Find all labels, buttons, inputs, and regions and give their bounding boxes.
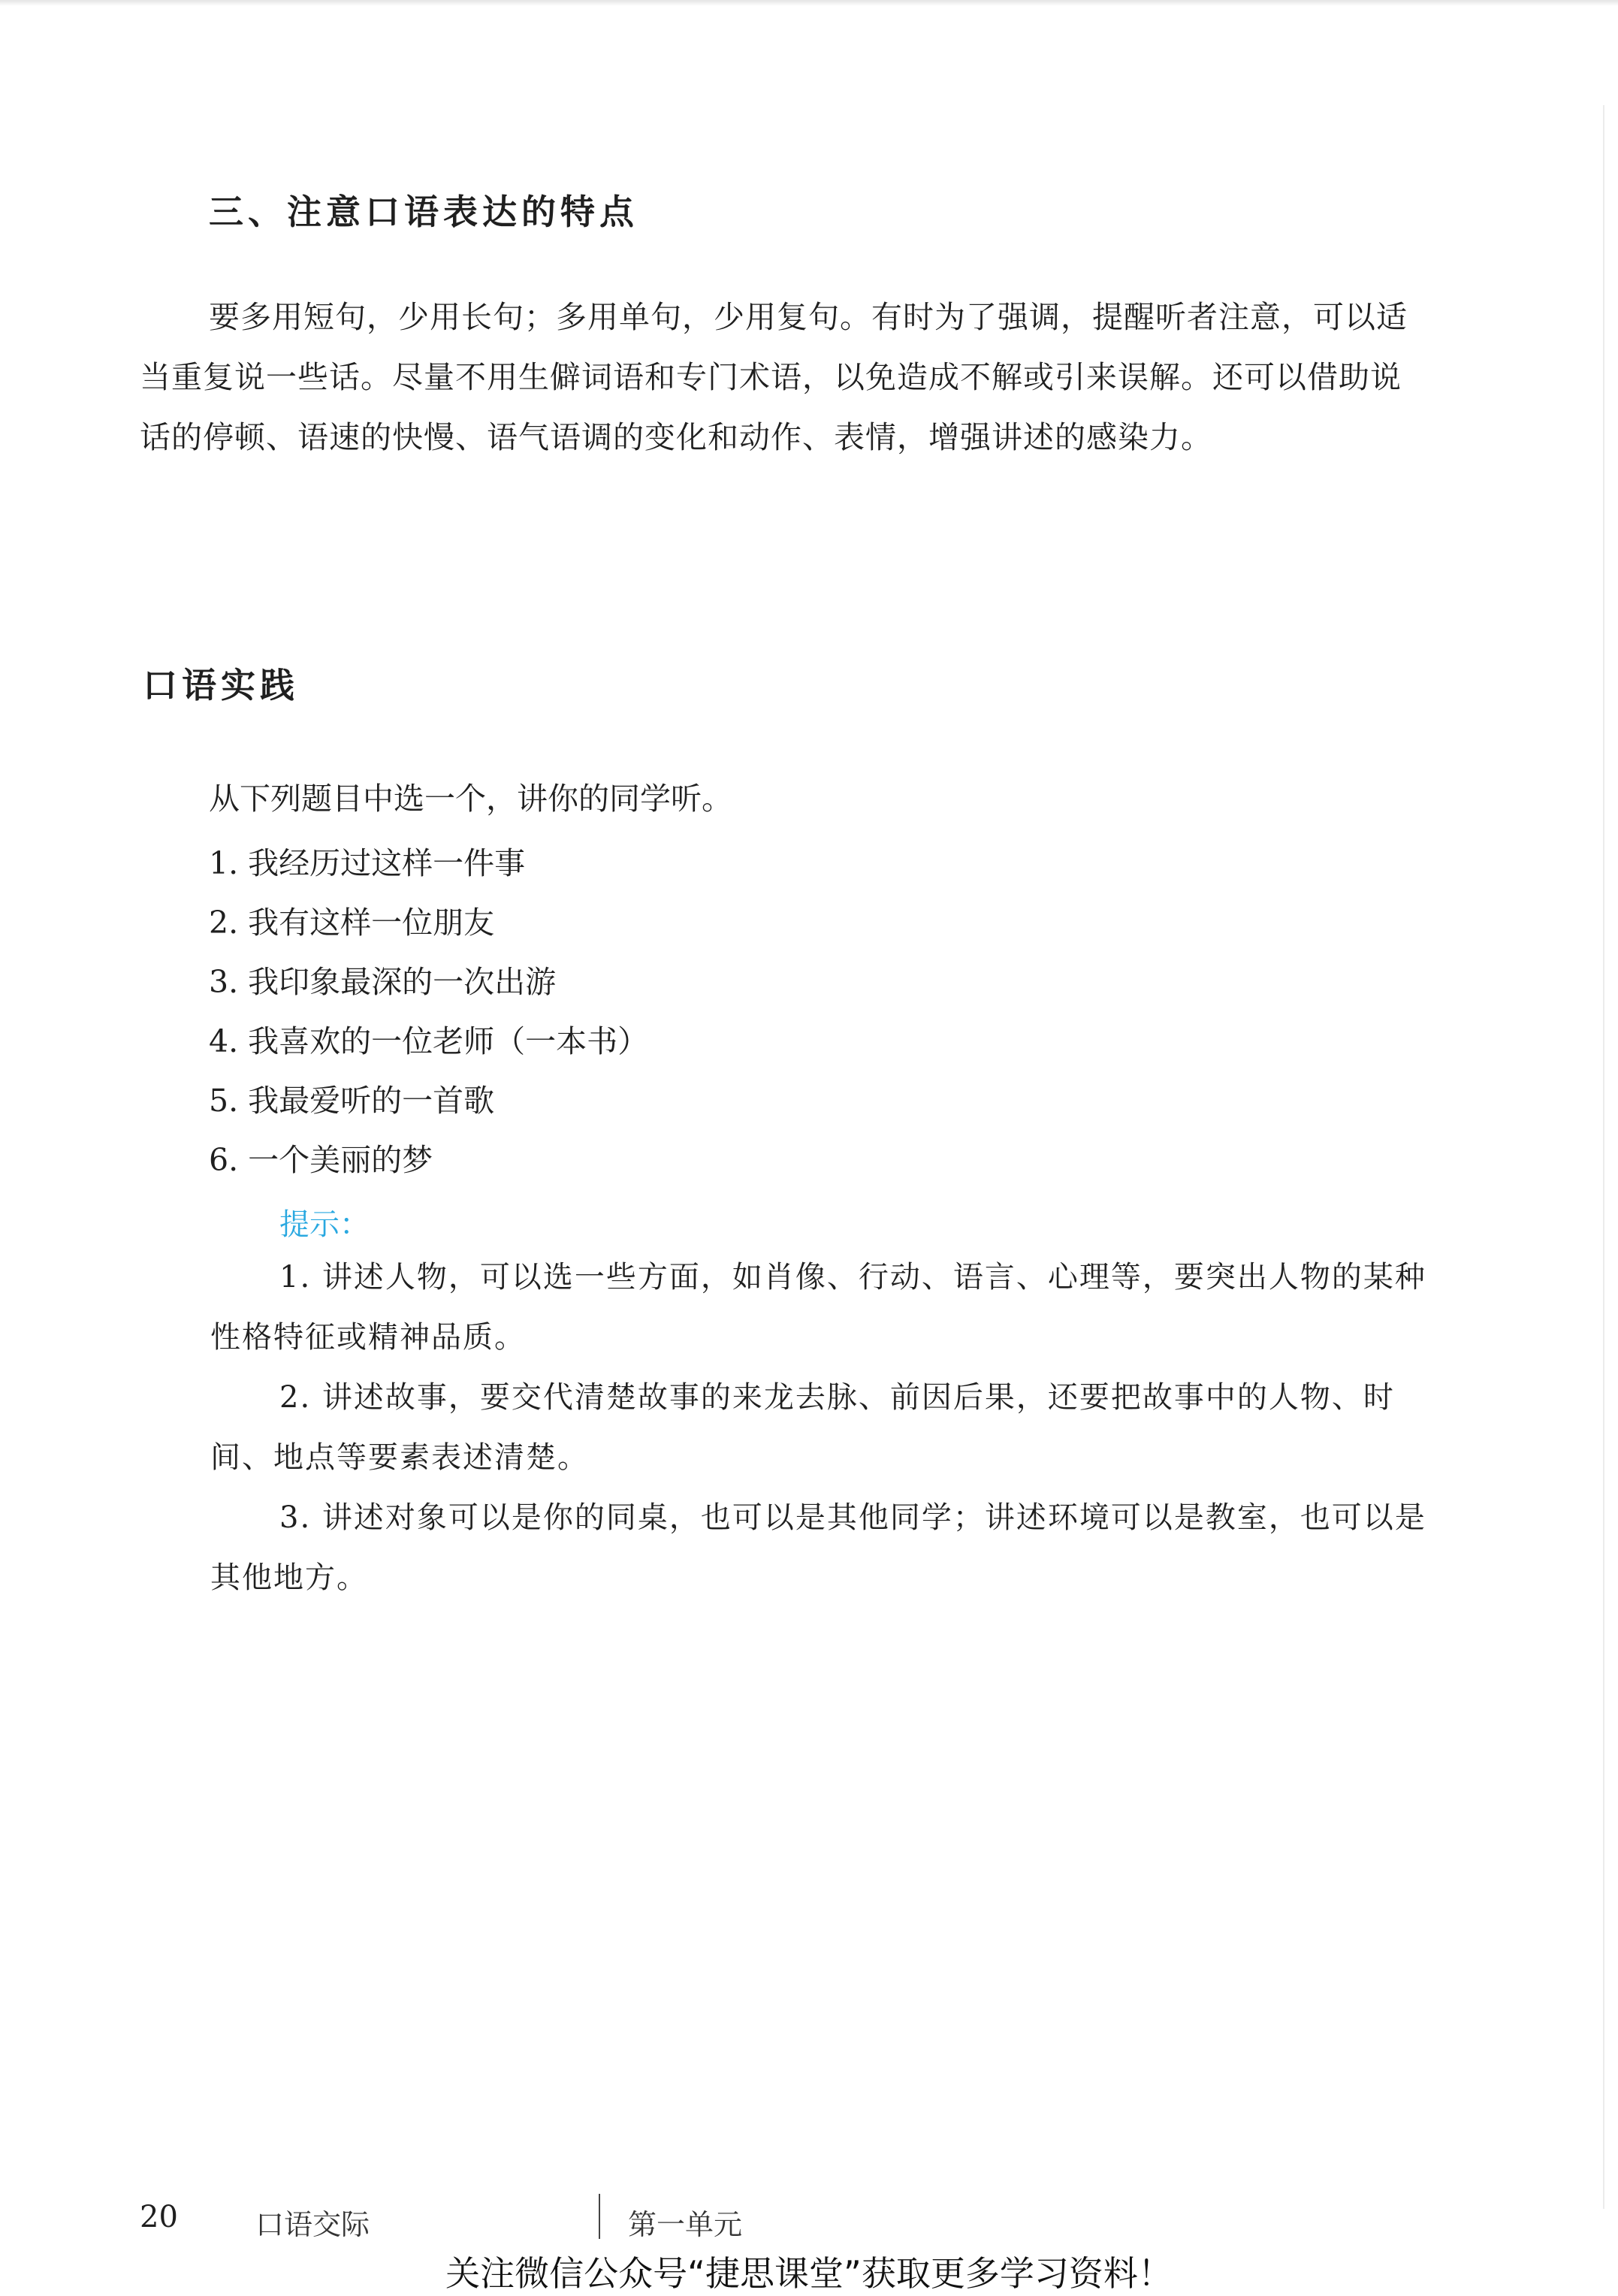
footer-divider: [599, 2194, 600, 2239]
topic-item: 5. 我最爱听的一首歌: [209, 1083, 495, 1119]
tip-paragraph: 3. 讲述对象可以是你的同桌，也可以是其他同学；讲述环境可以是教室，也可以是其他地方。: [210, 1500, 1426, 1595]
page-footer: [0, 2191, 1618, 2243]
tips-block: [210, 1247, 1435, 1608]
topic-item: 4. 我喜欢的一位老师（一本书）: [209, 1023, 649, 1059]
topic-item: 3. 我印象最深的一次出游: [209, 964, 557, 1000]
tip-paragraph: 1. 讲述人物，可以选一些方面，如肖像、行动、语言、心理等，要突出人物的某种性格特征或精神品质。: [210, 1260, 1426, 1355]
page-number: 20: [140, 2200, 178, 2234]
footer-section-name: 口语交际: [255, 2208, 370, 2241]
tip-paragraph: 2. 讲述故事，要交代清楚故事的来龙去脉、前因后果，还要把故事中的人物、时间、地点等要素表述清楚。: [210, 1380, 1395, 1475]
scan-edge-top: [0, 0, 1618, 6]
topic-item: 2. 我有这样一位朋友: [209, 905, 495, 941]
watermark-text: 关注微信公众号“捷思课堂”获取更多学习资料！: [445, 2253, 1173, 2294]
topic-item: 1. 我经历过这样一件事: [209, 845, 526, 881]
body-paragraph: 要多用短句，少用长句；多用单句，少用复句。有时为了强调，提醒听者注意，可以适当重复说一些话。尽量不用生僻词语和专门术语，以免造成不解或引来误解。还可以借助说话的停顿、语速的快慢、语气语调的变化和动作、表情，增强讲述的感染力。: [140, 299, 1408, 455]
practice-intro: 从下列题目中选一个，讲你的同学听。: [209, 781, 732, 817]
topic-item: 6. 一个美丽的梦: [209, 1142, 433, 1178]
scan-edge-right: [1603, 105, 1604, 2209]
practice-heading: 口语实践: [143, 665, 299, 705]
tip-label: 提示：: [279, 1207, 370, 1242]
section-heading: 三、注意口语表达的特点: [209, 192, 638, 232]
topic-list: [209, 834, 648, 1190]
footer-unit-name: 第一单元: [628, 2208, 743, 2241]
